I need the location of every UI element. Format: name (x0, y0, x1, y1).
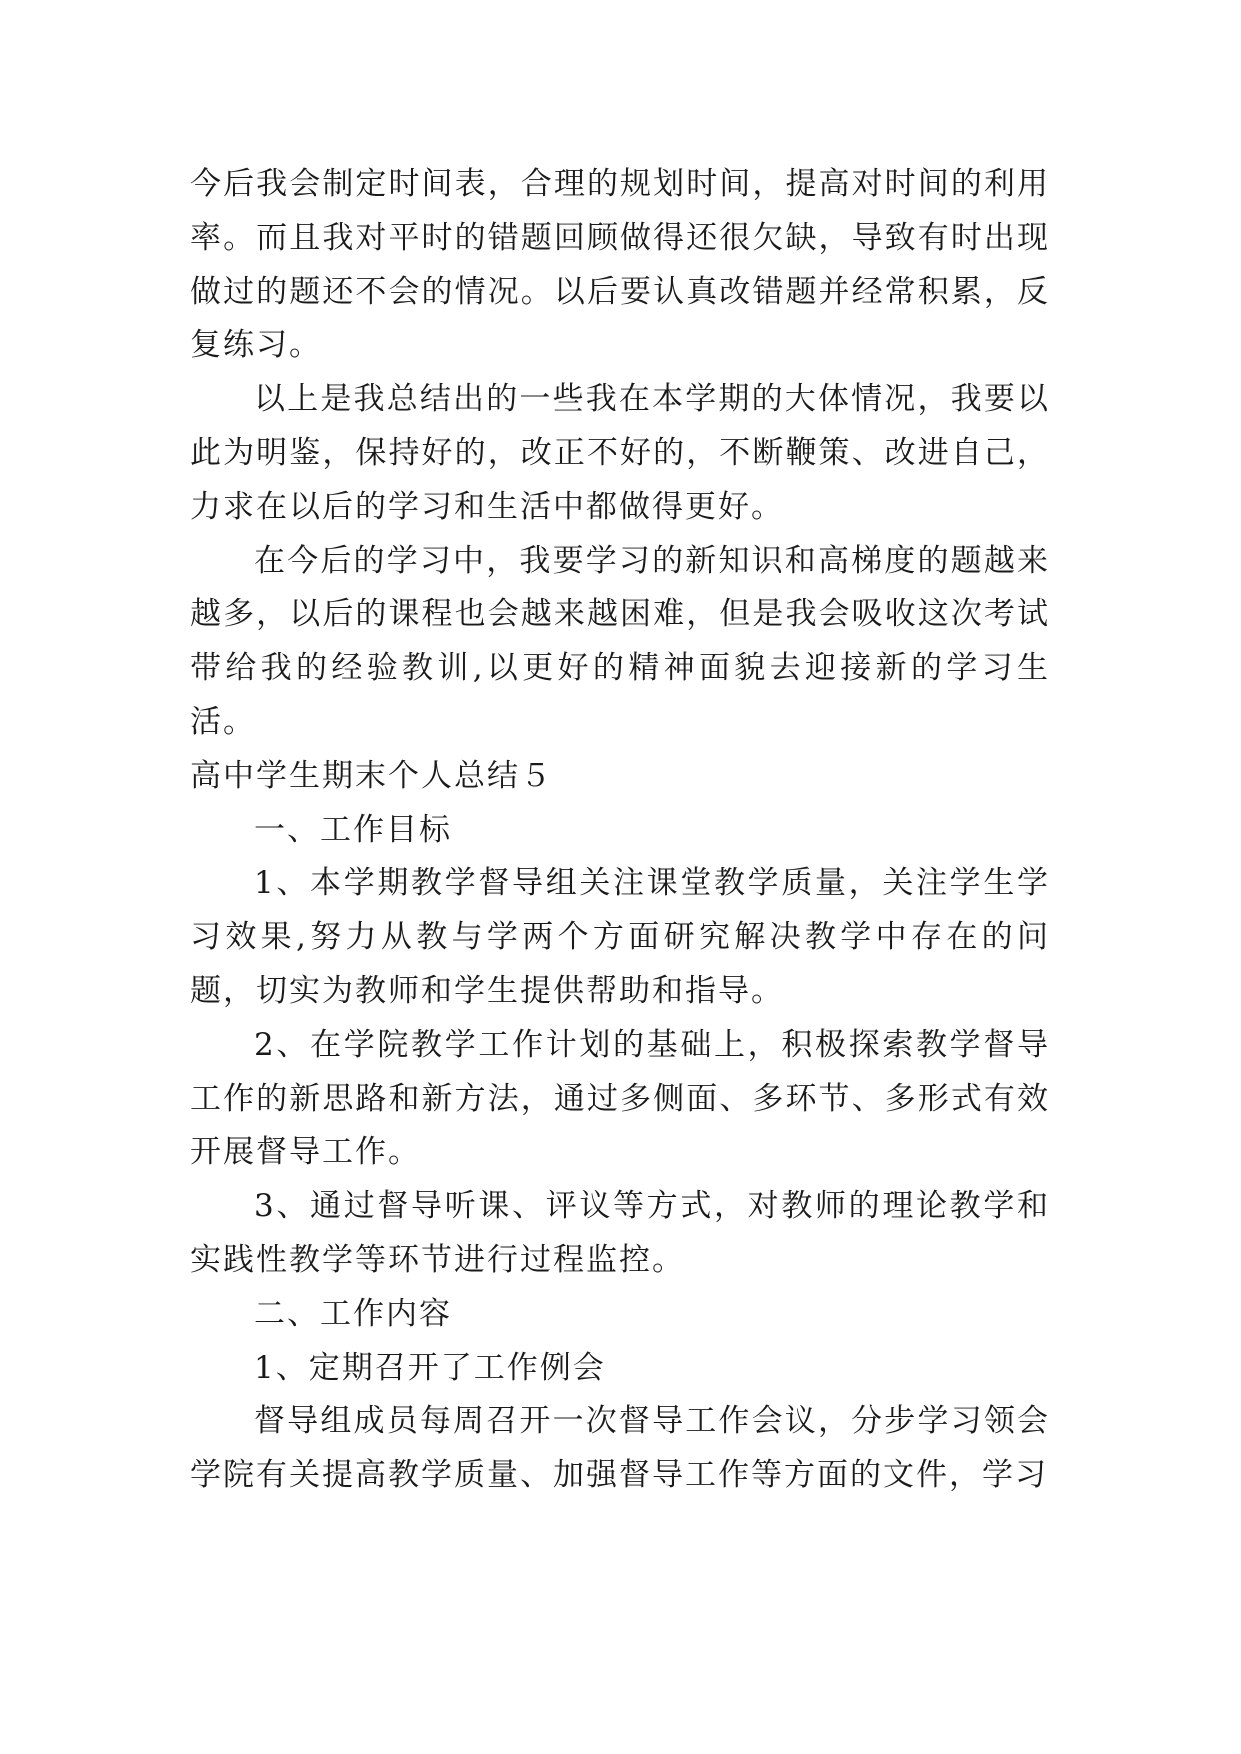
paragraph-outlook: 在今后的学习中，我要学习的新知识和高梯度的题越来越多，以后的课程也会越来越困难，但是我会吸收这次考试带给我的经验教训,以更好的精神面貌去迎接新的学习生活。 (190, 542, 1050, 740)
paragraph-continued: 今后我会制定时间表，合理的规划时间，提高对时间的利用率。而且我对平时的错题回顾做得还很欠缺，导致有时出现做过的题还不会的情况。以后要认真改错题并经常积累，反复练习。 (190, 166, 1050, 364)
goal-item-1: 1、本学期教学督导组关注课堂教学质量，关注学生学习效果,努力从教与学两个方面研究解决教学中存在的问题，切实为教师和学生提供帮助和指导。 (190, 865, 1050, 1009)
heading-work-content: 二、工作内容 (254, 1295, 452, 1332)
heading-work-goals: 一、工作目标 (254, 811, 452, 848)
document-body (190, 158, 1050, 1503)
paragraph-summary: 以上是我总结出的一些我在本学期的大体情况，我要以此为明鉴，保持好的，改正不好的，不断鞭策、改进自己，力求在以后的学习和生活中都做得更好。 (190, 381, 1050, 525)
paragraph-meetings: 督导组成员每周召开一次督导工作会议，分步学习领会学院有关提高教学质量、加强督导工作等方面的文件，学习 (190, 1403, 1050, 1494)
goal-item-2: 2、在学院教学工作计划的基础上，积极探索教学督导工作的新思路和新方法，通过多侧面、多环节、多形式有效开展督导工作。 (190, 1026, 1050, 1171)
section-title: 高中学生期末个人总结５ (190, 757, 553, 794)
goal-item-3: 3、通过督导听课、评议等方式，对教师的理论教学和实践性教学等环节进行过程监控。 (190, 1188, 1050, 1278)
content-item-1: 1、定期召开了工作例会 (254, 1349, 606, 1386)
